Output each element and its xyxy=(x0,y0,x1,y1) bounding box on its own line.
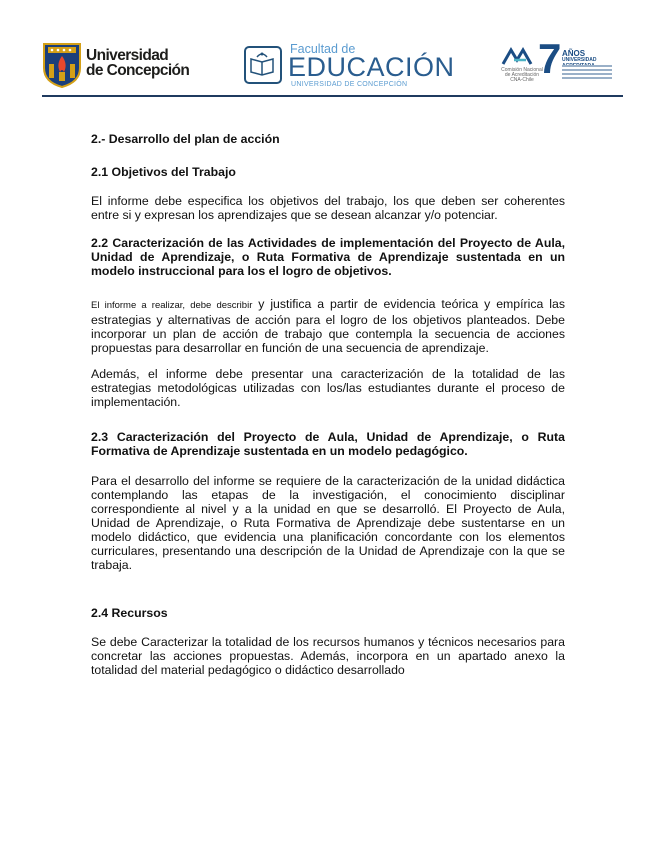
faculty-name: EDUCACIÓN xyxy=(288,52,455,82)
faculty-book-icon xyxy=(244,46,282,84)
section-heading: 2.- Desarrollo del plan de acción xyxy=(91,132,280,146)
accreditation-fine-print xyxy=(562,65,612,67)
faculty-logo xyxy=(244,40,455,90)
accreditation-fine-print xyxy=(562,77,612,79)
accreditation-fine-print xyxy=(562,69,612,71)
udec-shield-icon xyxy=(42,42,82,88)
paragraph: Se debe Caracterizar la totalidad de los recursos humanos y técnicos necesarios para concretar las acciones propuestas. Además, incorpora en un apartado anexo la totalidad del material pedagógico o didáctico desarrollado xyxy=(91,635,565,677)
section-heading: 2.4 Recursos xyxy=(91,606,168,620)
accreditation-years: 7 xyxy=(538,35,562,82)
faculty-university: UNIVERSIDAD DE CONCEPCIÓN xyxy=(291,81,408,88)
accreditation-label: UNIVERSIDAD xyxy=(562,57,597,63)
section-heading: 2.1 Objetivos del Trabajo xyxy=(91,165,236,179)
paragraph: Además, el informe debe presentar una caracterización de la totalidad de las estrategias metodológicas utilizadas con los/las estudiantes durante el proceso de implementación. xyxy=(91,367,565,409)
accreditation-years-label: AÑOS xyxy=(562,49,586,58)
udec-name-line2: de Concepción xyxy=(86,62,190,79)
section-heading: 2.3 Caracterización del Proyecto de Aula, Unidad de Aprendizaje, o Ruta Formativa de Aprendizaje sustentada en un modelo pedagógico. xyxy=(91,430,565,458)
accreditation-fine-print xyxy=(562,73,612,75)
faculty-label: Facultad de xyxy=(290,42,356,56)
paragraph xyxy=(91,297,565,355)
page-header xyxy=(0,0,655,100)
cna-label-1: Comisión Nacional xyxy=(501,67,543,73)
udec-logo xyxy=(42,42,202,88)
section-heading: 2.2 Caracterización de las Actividades de implementación del Proyecto de Aula, Unidad de Aprendizaje, o Ruta Formativa de Aprendizaje sustentada en un modelo instruccional para los el logro de objetivos. xyxy=(91,236,565,278)
paragraph: Para el desarrollo del informe se requiere de la caracterización de la unidad didáctica contemplando las etapas de la investigación, el conocimiento disciplinar correspondiente al nivel y a la unidad en que se desarrolló. El Proyecto de Aula, Unidad de Aprendizaje, o Ruta Formativa de Aprendizaje debe sustentarse en un modelo didáctico, que evidencia una planificación concordante con los elementos curriculares, presentando una descripción de la Unidad de Aprendizaje con la que se trabaja. xyxy=(91,474,565,572)
header-divider xyxy=(42,95,623,97)
udec-name-line1: Universidad xyxy=(86,47,169,64)
cna-mark-icon xyxy=(500,46,536,68)
paragraph: El informe debe especifica los objetivos del trabajo, los que deben ser coherentes entre si y expresan los aprendizajes que se desean alcanzar y/o potenciar. xyxy=(91,194,565,222)
cna-label-2: de Acreditación xyxy=(504,72,540,78)
cna-label-3: CNA-Chile xyxy=(510,77,534,83)
accreditation-logo xyxy=(500,35,620,86)
paragraph-lead: El informe a realizar, debe describir xyxy=(91,300,253,311)
paragraph-text: y justifica a partir de evidencia teórica y empírica las estrategias y alternativas de acción para el logro de los objetivos planteados. Debe incorporar un plan de acción de trabajo que contempla la secuencia de acciones propuestas para desarrollar en función de una secuencia de aprendizaje. xyxy=(91,297,565,355)
